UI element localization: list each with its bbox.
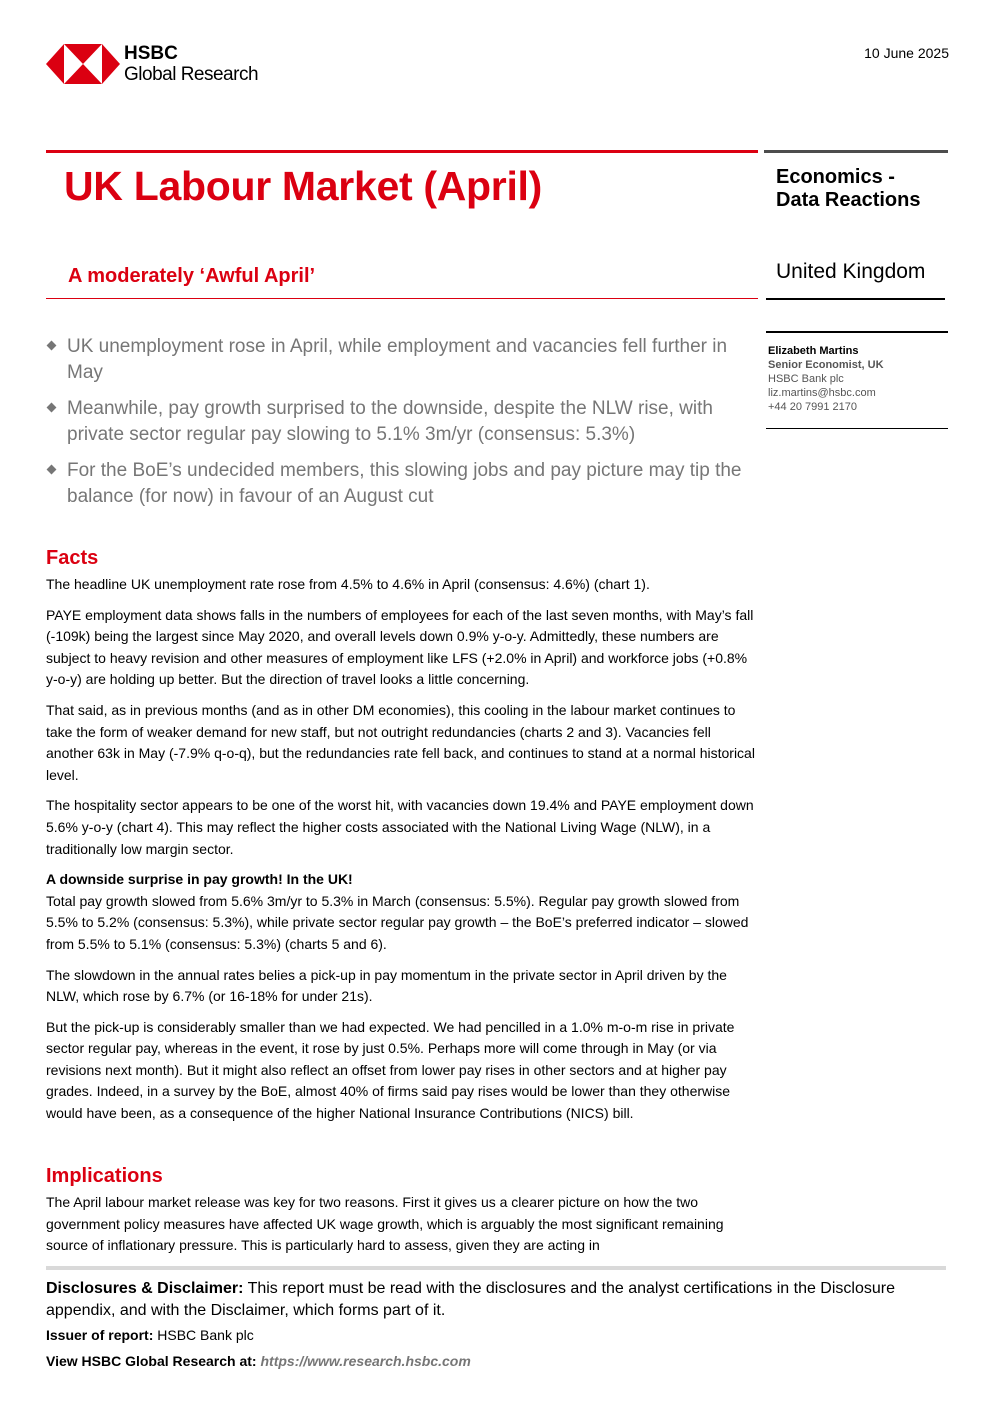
- body-paragraph: The headline UK unemployment rate rose from 4.5% to 4.6% in April (consensus: 4.6%) (chart 1).: [46, 576, 650, 592]
- research-link-label: View HSBC Global Research at:: [46, 1353, 257, 1369]
- diamond-bullet-icon: [47, 465, 57, 475]
- research-link-line: [46, 1353, 471, 1369]
- disclosure-text: This report must be read with the disclosures and the analyst certifications in the Disclosure appendix, and with the Disclaimer, which forms part of it.: [46, 1280, 895, 1319]
- author-block: [768, 344, 884, 414]
- sidebar-top-rule: [764, 150, 948, 153]
- body-paragraph: The hospitality sector appears to be one of the worst hit, with vacancies down 19.4% and PAYE employment down 5.6% y-o-y (chart 4). This may reflect the higher costs associated with the National Living Wage (NLW), in a traditionally low margin sector.: [46, 797, 754, 857]
- body-paragraph: PAYE employment data shows falls in the numbers of employees for each of the last seven months, with May’s fall (-109k) being the largest since May 2020, and overall levels down 0.9% y-o-y. Admittedly, these numbers are subject to heavy revision and other measures of employment like LFS (+2.0% in April) and workforce jobs (+0.8% y-o-y) are holding up better. But the direction of travel looks a little concerning.: [46, 606, 754, 688]
- pay-growth-subheading: A downside surprise in pay growth! In the UK!: [46, 871, 353, 888]
- report-category: Economics - Data Reactions: [776, 166, 921, 211]
- issuer-line: [46, 1327, 254, 1343]
- body-paragraph: The slowdown in the annual rates belies a pick-up in pay momentum in the private sector in April driven by the NLW, which rose by 6.7% (or 16-18% for under 21s).: [46, 966, 727, 1005]
- issuer-value: HSBC Bank plc: [153, 1327, 254, 1343]
- facts-body: [46, 574, 756, 1134]
- author-bottom-rule: [766, 428, 948, 429]
- brand-subname: Global Research: [124, 64, 259, 85]
- body-paragraph: Total pay growth slowed from 5.6% 3m/yr to 5.3% in March (consensus: 5.5%). Regular pay growth slowed from 5.5% to 5.2% (consensus: 5.3%), while private sector regular pay growth – the BoE’s preferred indicator – slowed from 5.5% to 5.1% (consensus: 5.3%) (charts 5 and 6).: [46, 892, 749, 952]
- author-name: Elizabeth Martins: [768, 345, 859, 357]
- author-email[interactable]: liz.martins@hsbc.com: [768, 387, 876, 399]
- disclosure-label: Disclosures & Disclaimer:: [46, 1280, 244, 1297]
- title-top-rule: [46, 150, 758, 153]
- footer-rule: [46, 1266, 946, 1270]
- page-subtitle: A moderately ‘Awful April’: [68, 265, 316, 287]
- report-region: United Kingdom: [776, 260, 926, 283]
- key-point: Meanwhile, pay growth surprised to the downside, despite the NLW rise, with private sector regular pay slowing to 5.1% 3m/yr (consensus: 5.3%): [46, 396, 756, 448]
- implications-heading: Implications: [46, 1165, 163, 1187]
- issuer-label: Issuer of report:: [46, 1327, 154, 1343]
- disclosure-notice: [46, 1278, 926, 1322]
- key-point: For the BoE’s undecided members, this slowing jobs and pay picture may tip the balance (for now) in favour of an August cut: [46, 458, 756, 510]
- author-phone: +44 20 7991 2170: [768, 401, 858, 413]
- body-paragraph: That said, as in previous months (and as in other DM economies), this cooling in the labour market continues to take the form of weaker demand for new staff, but not outright redundancies (charts 2 and 3). Vacancies fell another 63k in May (-7.9% q-o-q), but the redundancies rate fell back, and continues to stand at a normal historical level.: [46, 701, 755, 783]
- key-points-list: [46, 334, 756, 520]
- diamond-bullet-icon: [47, 403, 57, 413]
- page-title: UK Labour Market (April): [64, 163, 542, 209]
- report-date: 10 June 2025: [864, 45, 949, 61]
- brand-name: HSBC: [124, 43, 178, 64]
- author-top-rule: [766, 331, 948, 333]
- body-paragraph: The April labour market release was key for two reasons. First it gives us a clearer picture on how the two government policy measures have affected UK wage growth, which is arguably the most significant remaining source of inflationary pressure. This is particularly hard to assess, given they are acting in: [46, 1194, 724, 1254]
- author-role: Senior Economist, UK: [768, 359, 884, 371]
- research-link[interactable]: https://www.research.hsbc.com: [256, 1353, 471, 1369]
- diamond-bullet-icon: [47, 341, 57, 351]
- hsbc-logo-icon: [46, 44, 120, 84]
- body-paragraph: But the pick-up is considerably smaller than we had expected. We had pencilled in a 1.0% m-o-m rise in private sector regular pay, whereas in the event, it rose by just 0.5%. Perhaps more will come through in May (or via revisions next month). But it might also reflect an offset from lower pay rises in other sectors and at higher pay grades. Indeed, in a survey by the BoE, almost 40% of firms said pay rises would be lower than they otherwise would have been, as a consequence of the higher National Insurance Contributions (NICS) bill.: [46, 1018, 735, 1122]
- facts-heading: Facts: [46, 547, 99, 569]
- implications-body: [46, 1192, 756, 1266]
- subtitle-rule: [46, 298, 758, 299]
- author-company: HSBC Bank plc: [768, 373, 844, 385]
- key-point: UK unemployment rose in April, while employment and vacancies fell further in May: [46, 334, 756, 386]
- region-rule: [766, 298, 945, 300]
